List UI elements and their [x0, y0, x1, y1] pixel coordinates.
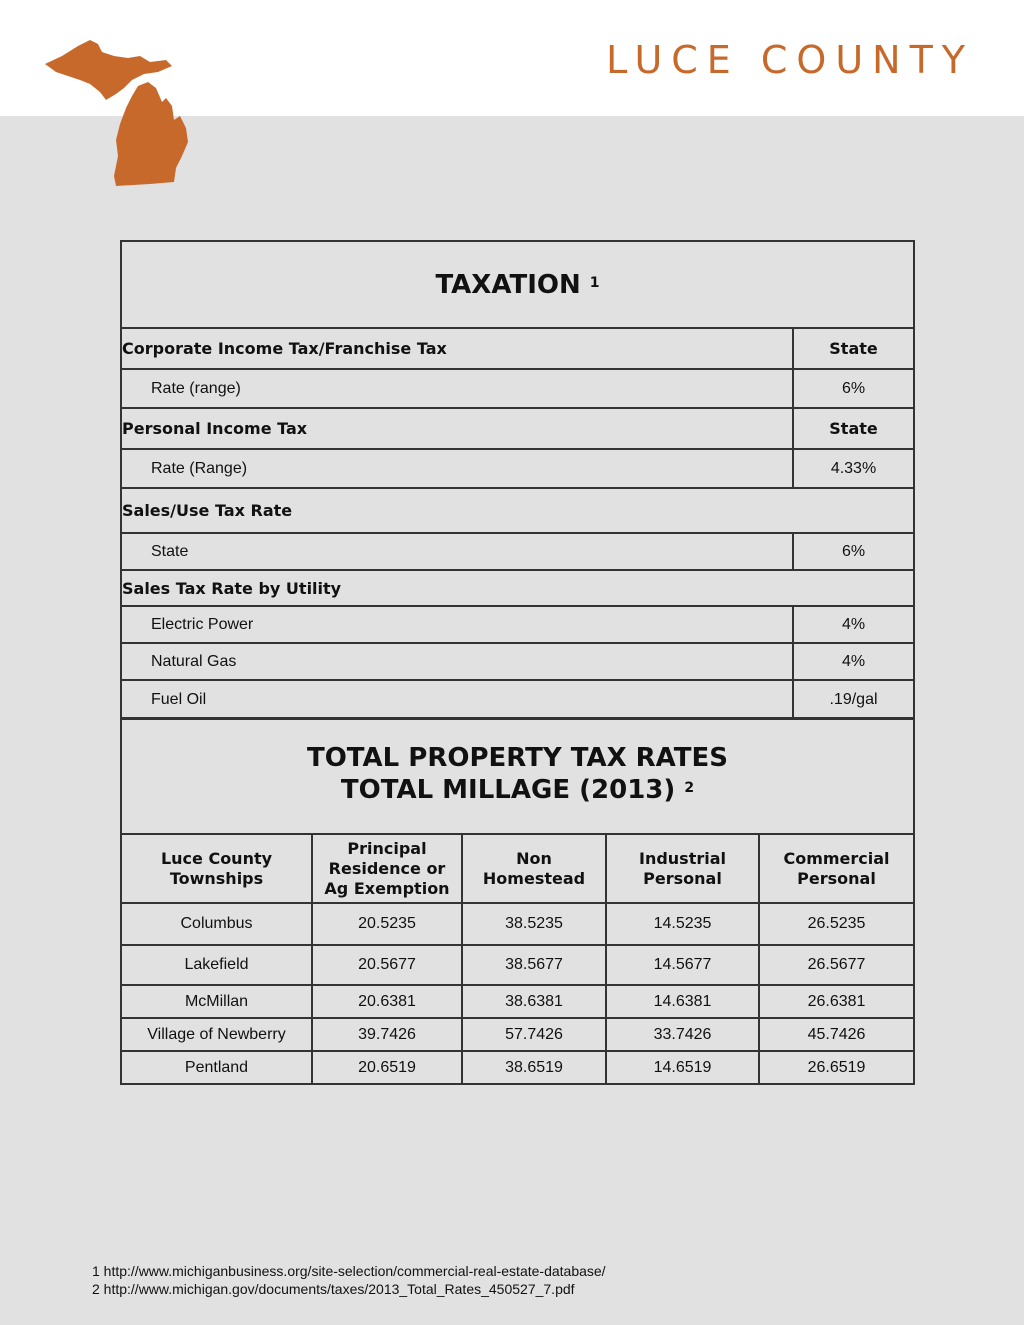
utility-item-value: .19/gal	[793, 680, 914, 719]
column-header-line: Commercial	[783, 848, 890, 868]
principal-value: 20.5677	[312, 945, 462, 985]
commercial-value: 26.5677	[759, 945, 914, 985]
column-header-line: Personal	[643, 868, 722, 888]
non-homestead-value: 38.6381	[462, 985, 606, 1018]
principal-value: 20.6519	[312, 1051, 462, 1084]
column-header-line: Non	[516, 848, 552, 868]
table-row	[121, 945, 914, 985]
non-homestead-value: 57.7426	[462, 1018, 606, 1051]
table-row	[121, 1051, 914, 1084]
corporate-rate-value: 6%	[793, 369, 914, 408]
column-header-line: Townships	[169, 868, 264, 888]
sales-state-label: State	[121, 533, 793, 570]
table-row	[121, 903, 914, 945]
township-name: Pentland	[121, 1051, 312, 1084]
column-header-townships	[121, 834, 312, 903]
sales-state-value: 6%	[793, 533, 914, 570]
industrial-value: 14.5677	[606, 945, 759, 985]
property-tax-table	[120, 717, 915, 1085]
commercial-value: 26.6381	[759, 985, 914, 1018]
principal-value: 20.6381	[312, 985, 462, 1018]
property-title-line2: TOTAL MILLAGE (2013)	[340, 775, 676, 805]
taxation-table	[120, 240, 915, 720]
industrial-value: 33.7426	[606, 1018, 759, 1051]
column-header-line: Homestead	[482, 868, 586, 888]
utility-item-label: Fuel Oil	[121, 680, 793, 719]
commercial-value: 45.7426	[759, 1018, 914, 1051]
county-title: LUCE COUNTY	[606, 38, 974, 82]
taxation-footnote-ref: 1	[589, 274, 600, 291]
taxation-title: TAXATION	[435, 269, 581, 300]
column-header-line: Residence or	[328, 858, 446, 878]
non-homestead-value: 38.6519	[462, 1051, 606, 1084]
column-header-line: Industrial	[638, 848, 726, 868]
column-header-commercial	[759, 834, 914, 903]
utility-item-label: Natural Gas	[121, 643, 793, 680]
corporate-tax-label: Corporate Income Tax/Franchise Tax	[121, 328, 793, 369]
personal-rate-label: Rate (Range)	[121, 449, 793, 488]
corporate-rate-label: Rate (range)	[121, 369, 793, 408]
property-title-cell	[121, 718, 914, 834]
column-header-line: Ag Exemption	[324, 878, 450, 898]
principal-value: 20.5235	[312, 903, 462, 945]
column-header-industrial	[606, 834, 759, 903]
table-row	[121, 1018, 914, 1051]
industrial-value: 14.6381	[606, 985, 759, 1018]
township-name: Lakefield	[121, 945, 312, 985]
township-name: Village of Newberry	[121, 1018, 312, 1051]
column-header-line: Personal	[797, 868, 876, 888]
utility-item-value: 4%	[793, 606, 914, 643]
column-header-principal	[312, 834, 462, 903]
corporate-tax-col-header: State	[793, 328, 914, 369]
principal-value: 39.7426	[312, 1018, 462, 1051]
non-homestead-value: 38.5677	[462, 945, 606, 985]
property-title-line1: TOTAL PROPERTY TAX RATES	[306, 743, 729, 773]
township-name: Columbus	[121, 903, 312, 945]
property-footnote-ref: 2	[684, 780, 695, 796]
column-header-line: Luce County	[160, 848, 273, 868]
personal-rate-value: 4.33%	[793, 449, 914, 488]
non-homestead-value: 38.5235	[462, 903, 606, 945]
footnote-2: 2 http://www.michigan.gov/documents/taxes/2013_Total_Rates_450527_7.pdf	[92, 1281, 575, 1297]
commercial-value: 26.6519	[759, 1051, 914, 1084]
industrial-value: 14.5235	[606, 903, 759, 945]
personal-tax-col-header: State	[793, 408, 914, 449]
personal-tax-label: Personal Income Tax	[121, 408, 793, 449]
utility-tax-label: Sales Tax Rate by Utility	[121, 570, 914, 606]
table-row	[121, 985, 914, 1018]
utility-item-label: Electric Power	[121, 606, 793, 643]
taxation-title-cell	[121, 241, 914, 328]
industrial-value: 14.6519	[606, 1051, 759, 1084]
township-name: McMillan	[121, 985, 312, 1018]
commercial-value: 26.5235	[759, 903, 914, 945]
footnote-1: 1 http://www.michiganbusiness.org/site-selection/commercial-real-estate-database/	[92, 1263, 606, 1279]
sales-use-tax-label: Sales/Use Tax Rate	[121, 488, 914, 533]
column-header-line: Principal	[347, 838, 427, 858]
footnotes	[92, 1262, 606, 1298]
michigan-map-icon	[40, 36, 200, 188]
column-header-non-homestead	[462, 834, 606, 903]
utility-item-value: 4%	[793, 643, 914, 680]
